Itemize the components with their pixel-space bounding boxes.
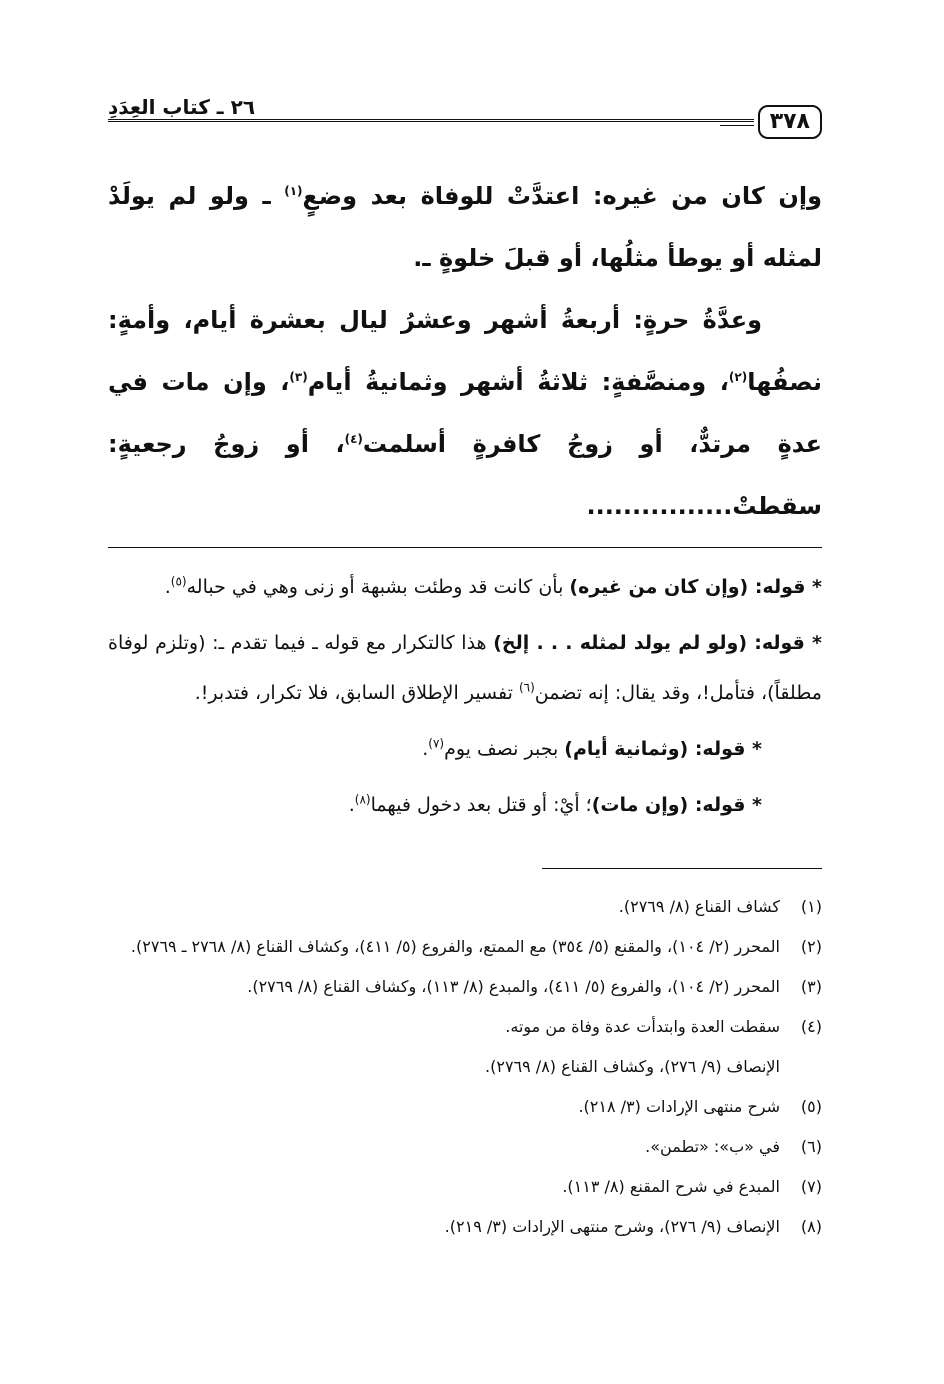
- footnote-text: المحرر (٢/ ١٠٤)، والمقنع (٥/ ٣٥٤) مع الممتع، والفروع (٥/ ٤١١)، وكشاف القناع (٨/ ٢٧٦٨ ـ ٢٧٦٩).: [130, 937, 780, 956]
- footnote-ref: (٢): [728, 370, 748, 384]
- footnote: [108, 1007, 822, 1047]
- footnote: [108, 1207, 822, 1247]
- commentary: [108, 562, 822, 830]
- commentary-quote: (وإن كان من غيره): [569, 576, 749, 598]
- commentary-text: هذا كالتكرار مع قوله ـ فيما تقدم ـ: (وتلزم لوفاة مطلقاً)، فتأمل!، وقد يقال: إنه تضمن: [108, 632, 822, 704]
- header-rule-short: [720, 125, 754, 126]
- footnote-divider: [542, 868, 822, 869]
- footnote-text: سقطت العدة وابتدأت عدة وفاة من موته.: [505, 1017, 780, 1036]
- chapter-title: ٢٦ ـ كتاب العِدَدِ: [108, 95, 256, 119]
- main-paragraph-1: [108, 165, 822, 289]
- footnote-text: الإنصاف (٩/ ٢٧٦)، وشرح منتهى الإرادات (٣/ ٢١٩).: [444, 1217, 780, 1236]
- footnote-ref: (٧): [428, 736, 445, 751]
- footnote-text: الإنصاف (٩/ ٢٧٦)، وكشاف القناع (٨/ ٢٧٦٩).: [485, 1057, 780, 1076]
- footnote-ref: (٦): [518, 680, 535, 695]
- main-text-divider: [108, 547, 822, 548]
- main-text-segment: ، أو زوجُ رجعيةٍ: سقطتْ: [108, 430, 822, 520]
- footnotes: [108, 887, 822, 1247]
- commentary-text: تفسير الإطلاق السابق، فلا تكرار، فتدبر!.: [194, 682, 519, 704]
- commentary-item-1: [108, 562, 822, 612]
- footnote-ref: (٣): [289, 370, 308, 384]
- footnote: [108, 967, 822, 1007]
- commentary-text: بأن كانت قد وطئت بشبهة أو زنى وهي في حباله: [186, 576, 570, 598]
- main-text-segment: ، ومنصَّفةٍ: ثلاثةُ أشهر وثمانيةُ أيام: [307, 368, 729, 396]
- header-rule: [108, 119, 754, 122]
- commentary-text: .: [422, 738, 429, 760]
- commentary-text: .: [348, 794, 355, 816]
- footnote-text: في «ب»: «تطمن».: [645, 1137, 780, 1156]
- footnote-ref: (٤): [344, 432, 363, 446]
- commentary-text: .: [164, 576, 171, 598]
- main-text-segment: ، وإن مات في عدةٍ مرتدٌّ، أو زوجُ كافرةٍ أسلمت: [108, 368, 823, 458]
- footnote-number: (٤): [800, 1017, 822, 1036]
- main-paragraph-2: [108, 289, 822, 537]
- footnote-number: (٧): [800, 1177, 822, 1196]
- commentary-quote: (وثمانية أيام): [564, 738, 689, 760]
- main-text-segment: وعدَّةُ حرةٍ: أربعةُ أشهر وعشرُ ليال بعشرة أيام، وأمةٍ: نصفُها: [108, 306, 822, 396]
- page-number: ٣٧٨: [758, 105, 822, 139]
- book-page: [108, 95, 822, 1384]
- footnote-number: (٣): [800, 977, 822, 996]
- footnote-number: (١): [800, 897, 822, 916]
- commentary-text: ؛ أيْ: أو قتل بعد دخول فيهما: [370, 794, 592, 816]
- footnote-ref: (١): [284, 184, 303, 198]
- commentary-quote: (وإن مات): [591, 794, 689, 816]
- main-text-segment: ـ ولو لم يولَدْ لمثله أو يوطأ مثلُها، أو قبلَ خلوةٍ ـ.: [108, 182, 822, 272]
- footnote-text: المبدع في شرح المقنع (٨/ ١١٣).: [562, 1177, 780, 1196]
- commentary-lead: * قوله:: [688, 794, 762, 816]
- footnote: [108, 927, 822, 967]
- footnote-number: (٦): [800, 1137, 822, 1156]
- footnote-number: (٢): [800, 937, 822, 956]
- commentary-item-4: [108, 780, 822, 830]
- footnote: [108, 1167, 822, 1207]
- main-text: [108, 165, 822, 537]
- commentary-text: بجبر نصف يوم: [444, 738, 565, 760]
- commentary-lead: * قوله:: [688, 738, 762, 760]
- page-header: [108, 95, 822, 145]
- main-text-segment: وإن كان من غيره: اعتدَّتْ للوفاة بعد وضعٍ: [302, 182, 822, 210]
- footnote-continuation: [108, 1047, 822, 1087]
- footnote: [108, 1087, 822, 1127]
- footnote-number: (٨): [800, 1217, 822, 1236]
- footnote: [108, 887, 822, 927]
- commentary-item-2: [108, 618, 822, 718]
- footnote: [108, 1127, 822, 1167]
- footnote-number: (٥): [800, 1097, 822, 1116]
- commentary-item-3: [108, 724, 822, 774]
- commentary-quote: (ولو لم يولد لمثله . . . إلخ): [493, 632, 748, 654]
- commentary-lead: * قوله:: [747, 632, 822, 654]
- footnote-text: المحرر (٢/ ١٠٤)، والفروع (٥/ ٤١١)، والمبدع (٨/ ١١٣)، وكشاف القناع (٨/ ٢٧٦٩).: [247, 977, 780, 996]
- footnote-ref: (٥): [170, 574, 187, 589]
- commentary-lead: * قوله:: [748, 576, 822, 598]
- footnote-ref: (٨): [354, 792, 371, 807]
- footnote-text: شرح منتهى الإرادات (٣/ ٢١٨).: [578, 1097, 780, 1116]
- footnote-text: كشاف القناع (٨/ ٢٧٦٩).: [618, 897, 780, 916]
- ellipsis-dots: ................: [586, 492, 733, 520]
